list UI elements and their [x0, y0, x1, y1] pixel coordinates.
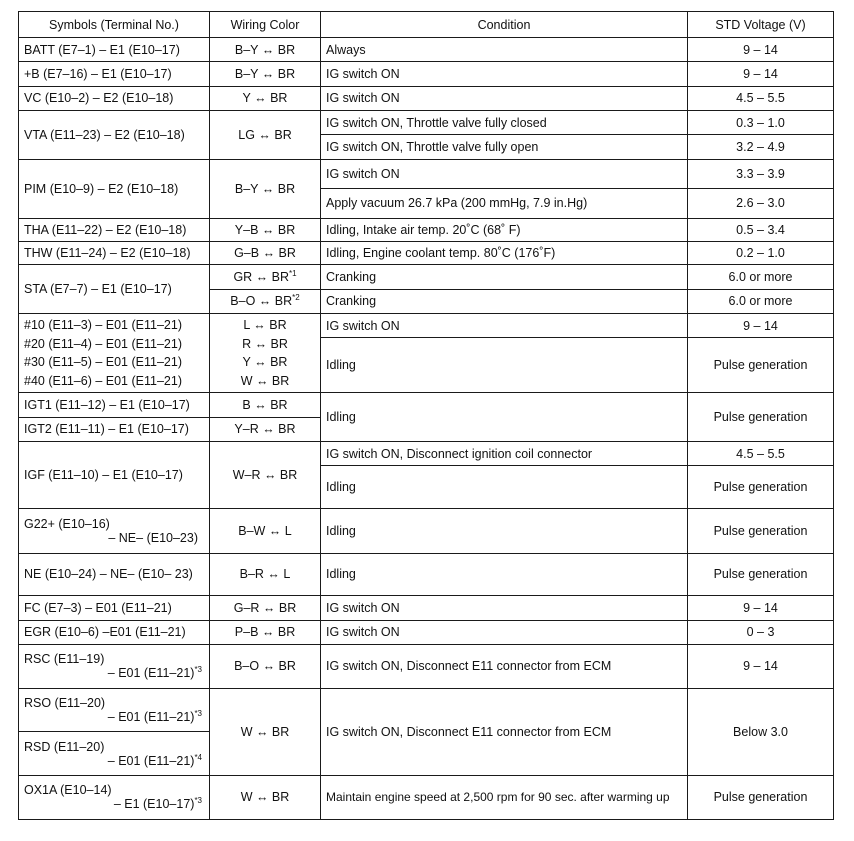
- voltage-cell: Pulse generation: [688, 338, 834, 393]
- wiring-cell: Y ↔ BR: [210, 86, 321, 110]
- condition-cell: IG switch ON: [321, 62, 688, 86]
- wiring-line: R ↔ BR: [242, 336, 288, 351]
- table-row-injectors: [19, 314, 834, 338]
- voltage-cell: 4.5 – 5.5: [688, 441, 834, 465]
- condition-cell: IG switch ON, Throttle valve fully open: [321, 135, 688, 159]
- table-row-rso: [19, 688, 834, 732]
- header-symbols: Symbols (Terminal No.): [19, 12, 210, 38]
- condition-cell: Idling: [321, 338, 688, 393]
- condition-cell: Idling, Engine coolant temp. 80˚C (176˚F): [321, 242, 688, 265]
- symbol-cell: EGR (E10–6) –E01 (E11–21): [19, 620, 210, 644]
- symbol-cell: NE (E10–24) – NE– (E10– 23): [19, 553, 210, 596]
- wiring-cell: Y–R ↔ BR: [210, 417, 321, 441]
- table-row-vc: [19, 86, 834, 110]
- wiring-cell: B–W ↔ L: [210, 508, 321, 553]
- symbol-line: RSD (E11–20): [24, 739, 105, 754]
- table-row-g22: [19, 508, 834, 553]
- footnote-mark: *4: [194, 752, 202, 762]
- voltage-cell: 0.2 – 1.0: [688, 242, 834, 265]
- table-row-ox1a: [19, 775, 834, 819]
- footnote-mark: *1: [289, 269, 297, 279]
- condition-cell: Idling: [321, 466, 688, 509]
- voltage-cell: 0 – 3: [688, 620, 834, 644]
- symbol-cell: STA (E7–7) – E1 (E10–17): [19, 265, 210, 314]
- condition-cell: Always: [321, 38, 688, 62]
- voltage-cell: 4.5 – 5.5: [688, 86, 834, 110]
- condition-cell: IG switch ON, Disconnect E11 connector from ECM: [321, 645, 688, 689]
- table-row-sta: [19, 265, 834, 289]
- symbol-line: #20 (E11–4) – E01 (E11–21): [24, 336, 182, 351]
- voltage-cell: 0.3 – 1.0: [688, 111, 834, 135]
- symbol-cell: THW (E11–24) – E2 (E10–18): [19, 242, 210, 265]
- wiring-line: Y ↔ BR: [242, 355, 288, 370]
- table-row-vta: [19, 111, 834, 135]
- symbol-cell: [19, 508, 210, 553]
- voltage-cell: Pulse generation: [688, 508, 834, 553]
- condition-cell: Apply vacuum 26.7 kPa (200 mmHg, 7.9 in.Hg): [321, 189, 688, 218]
- symbol-line: #30 (E11–5) – E01 (E11–21): [24, 355, 182, 370]
- wiring-cell: B–Y ↔ BR: [210, 62, 321, 86]
- voltage-cell: 9 – 14: [688, 645, 834, 689]
- wiring-cell: W–R ↔ BR: [210, 441, 321, 508]
- voltage-cell: Pulse generation: [688, 553, 834, 596]
- wiring-cell: B ↔ BR: [210, 393, 321, 417]
- wiring-cell: [210, 314, 321, 393]
- symbol-line: [24, 754, 204, 768]
- condition-cell: IG switch ON: [321, 596, 688, 620]
- condition-cell: Cranking: [321, 289, 688, 313]
- voltage-cell: 9 – 14: [688, 38, 834, 62]
- condition-cell: IG switch ON: [321, 314, 688, 338]
- wiring-cell: B–R ↔ L: [210, 553, 321, 596]
- header-std-voltage: STD Voltage (V): [688, 12, 834, 38]
- wiring-cell: W ↔ BR: [210, 688, 321, 775]
- wiring-cell: P–B ↔ BR: [210, 620, 321, 644]
- symbol-cell: [19, 732, 210, 776]
- wiring-cell: B–Y ↔ BR: [210, 38, 321, 62]
- condition-cell: Idling, Intake air temp. 20˚C (68˚ F): [321, 218, 688, 241]
- symbol-cell: [19, 645, 210, 689]
- condition-cell: IG switch ON: [321, 159, 688, 188]
- condition-cell: Cranking: [321, 265, 688, 289]
- table-row-egr: [19, 620, 834, 644]
- wiring-line: W ↔ BR: [240, 373, 290, 388]
- table-row-rsc: [19, 645, 834, 689]
- header-wiring-color: Wiring Color: [210, 12, 321, 38]
- table-row-plus-b: [19, 62, 834, 86]
- symbol-line: [24, 666, 204, 680]
- wiring-cell: G–R ↔ BR: [210, 596, 321, 620]
- voltage-cell: Pulse generation: [688, 775, 834, 819]
- symbol-text: – E01 (E11–21): [107, 710, 195, 724]
- condition-cell: IG switch ON, Disconnect E11 connector from ECM: [321, 688, 688, 775]
- wiring-cell: LG ↔ BR: [210, 111, 321, 160]
- voltage-cell: 0.5 – 3.4: [688, 218, 834, 241]
- wiring-cell: B–Y ↔ BR: [210, 159, 321, 218]
- wiring-text: GR ↔ BR: [233, 270, 289, 285]
- symbol-line: RSC (E11–19): [24, 652, 105, 667]
- voltage-cell: 2.6 – 3.0: [688, 189, 834, 218]
- symbol-cell: IGF (E11–10) – E1 (E10–17): [19, 441, 210, 508]
- symbol-text: – E01 (E11–21): [107, 666, 195, 681]
- header-row: [19, 12, 834, 38]
- wiring-cell: Y–B ↔ BR: [210, 218, 321, 241]
- condition-cell: Idling: [321, 508, 688, 553]
- voltage-cell: 3.3 – 3.9: [688, 159, 834, 188]
- table-row-igf: [19, 441, 834, 465]
- table-row-pim: [19, 159, 834, 188]
- condition-cell: Idling: [321, 553, 688, 596]
- wiring-cell: [210, 289, 321, 313]
- symbol-cell: FC (E7–3) – E01 (E11–21): [19, 596, 210, 620]
- symbol-cell: BATT (E7–1) – E1 (E10–17): [19, 38, 210, 62]
- symbol-cell: PIM (E10–9) – E2 (E10–18): [19, 159, 210, 218]
- symbol-cell: VC (E10–2) – E2 (E10–18): [19, 86, 210, 110]
- symbol-line: G22+ (E10–16): [24, 516, 110, 531]
- symbol-cell: IGT1 (E11–12) – E1 (E10–17): [19, 393, 210, 417]
- table-row-tha: [19, 218, 834, 241]
- voltage-cell: Pulse generation: [688, 466, 834, 509]
- symbol-cell: [19, 314, 210, 393]
- footnote-mark: *3: [194, 796, 202, 806]
- voltage-cell: 3.2 – 4.9: [688, 135, 834, 159]
- table-row-igt1: [19, 393, 834, 417]
- condition-cell: Idling: [321, 393, 688, 442]
- symbol-line: – NE– (E10–23): [108, 530, 198, 545]
- symbol-line: [24, 710, 204, 724]
- voltage-cell: 9 – 14: [688, 596, 834, 620]
- wiring-cell: W ↔ BR: [210, 775, 321, 819]
- voltage-cell: 6.0 or more: [688, 289, 834, 313]
- footnote-mark: *3: [194, 665, 202, 675]
- wiring-cell: [210, 265, 321, 289]
- symbol-text: – E01 (E11–21): [107, 753, 195, 768]
- voltage-cell: 9 – 14: [688, 62, 834, 86]
- footnote-mark: *3: [194, 709, 202, 718]
- symbol-line: [24, 797, 204, 811]
- wiring-cell: B–O ↔ BR: [210, 645, 321, 689]
- voltage-cell: 6.0 or more: [688, 265, 834, 289]
- wiring-text: B–O ↔ BR: [230, 294, 293, 309]
- symbol-cell: +B (E7–16) – E1 (E10–17): [19, 62, 210, 86]
- symbol-line: OX1A (E10–14): [24, 783, 112, 798]
- table-row-ne: [19, 553, 834, 596]
- footnote-mark: *2: [292, 293, 300, 303]
- symbol-cell: VTA (E11–23) – E2 (E10–18): [19, 111, 210, 160]
- ecm-terminal-voltage-table: [18, 11, 834, 820]
- header-condition: Condition: [321, 12, 688, 38]
- table-row-fc: [19, 596, 834, 620]
- voltage-cell: 9 – 14: [688, 314, 834, 338]
- wiring-line: L ↔ BR: [243, 318, 287, 333]
- symbol-cell: [19, 688, 210, 732]
- symbol-text: – E1 (E10–17): [113, 797, 195, 812]
- condition-cell: IG switch ON: [321, 86, 688, 110]
- wiring-cell: G–B ↔ BR: [210, 242, 321, 265]
- condition-cell: Maintain engine speed at 2,500 rpm for 90 sec. after warming up: [321, 775, 688, 819]
- condition-cell: IG switch ON, Disconnect ignition coil connector: [321, 441, 688, 465]
- symbol-cell: [19, 775, 210, 819]
- symbol-line: #40 (E11–6) – E01 (E11–21): [24, 373, 182, 388]
- condition-cell: IG switch ON: [321, 620, 688, 644]
- condition-cell: IG switch ON, Throttle valve fully closed: [321, 111, 688, 135]
- symbol-line: #10 (E11–3) – E01 (E11–21): [24, 318, 182, 333]
- voltage-cell: Pulse generation: [688, 393, 834, 442]
- symbol-line: RSO (E11–20): [24, 696, 106, 710]
- symbol-cell: THA (E11–22) – E2 (E10–18): [19, 218, 210, 241]
- table-row-batt: [19, 38, 834, 62]
- table-row-thw: [19, 242, 834, 265]
- voltage-cell: Below 3.0: [688, 688, 834, 775]
- symbol-cell: IGT2 (E11–11) – E1 (E10–17): [19, 417, 210, 441]
